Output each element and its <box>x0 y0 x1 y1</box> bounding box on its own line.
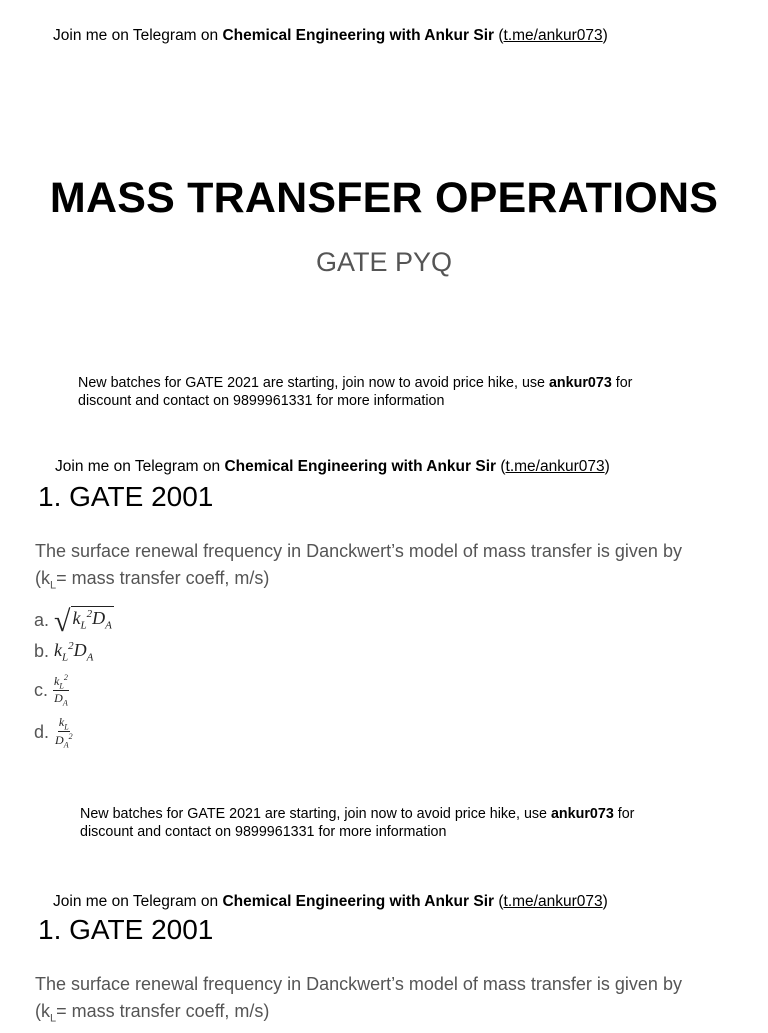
telegram-link[interactable]: t.me/ankur073 <box>505 458 605 475</box>
option-label: d. <box>34 721 50 742</box>
notice-line-2: discount and contact on 9899961331 for more information <box>80 824 447 840</box>
batch-notice <box>78 374 632 410</box>
sqrt-kl2-da-formula: √ $k_L^2D_A$ <box>54 605 112 638</box>
telegram-paren-close: ) <box>602 27 608 44</box>
telegram-line <box>53 27 608 45</box>
coupon-code: ankur073 <box>548 375 612 391</box>
kl-definition: = mass transfer coeff, m/s) <box>56 568 270 588</box>
telegram-line <box>55 458 610 476</box>
question-line-2 <box>35 998 735 1033</box>
option-label: b. <box>34 641 50 662</box>
kl-prefix: (k <box>35 568 50 588</box>
notice-line-1 <box>80 805 634 823</box>
kl-over-da2-formula: $\frac{k_L}{D_A^2}$ <box>55 715 73 750</box>
question-line-1: The surface renewal frequency in Danckwert’s model of mass transfer is given by <box>35 974 682 994</box>
page-subtitle: GATE PYQ <box>315 247 453 277</box>
notice-text: New batches for GATE 2021 are starting, join now to avoid price hike, use <box>78 375 549 391</box>
question-heading: 1. GATE 2001 <box>38 914 214 945</box>
kl-definition: = mass transfer coeff, m/s) <box>56 1001 270 1021</box>
notice-line-2: discount and contact on 9899961331 for more information <box>78 393 445 409</box>
notice-text-after: for <box>613 806 635 822</box>
telegram-paren-open: ( <box>496 458 506 475</box>
notice-text: New batches for GATE 2021 are starting, join now to avoid price hike, use <box>80 806 551 822</box>
telegram-line <box>53 893 608 911</box>
telegram-channel-name: Chemical Engineering with Ankur Sir <box>222 27 495 44</box>
question-heading: 1. GATE 2001 <box>38 481 214 512</box>
kl-subscript: L <box>50 579 57 592</box>
question-text <box>35 538 735 600</box>
batch-notice <box>80 805 634 841</box>
option-a[interactable] <box>34 603 114 637</box>
question-line-2 <box>35 565 735 600</box>
kl-subscript: L <box>50 1012 57 1025</box>
telegram-link[interactable]: t.me/ankur073 <box>503 27 603 44</box>
option-d[interactable] <box>34 715 74 750</box>
page-title: MASS TRANSFER OPERATIONS <box>49 174 719 222</box>
telegram-prefix: Join me on Telegram on <box>53 27 223 44</box>
question-line-1: The surface renewal frequency in Danckwert’s model of mass transfer is given by <box>35 541 682 561</box>
kl2-da-formula: $k_L^2D_A$ <box>54 640 94 664</box>
telegram-paren-close: ) <box>604 458 610 475</box>
notice-line-1 <box>78 374 632 392</box>
option-c[interactable] <box>34 673 69 708</box>
notice-text-after: for <box>611 375 633 391</box>
telegram-prefix: Join me on Telegram on <box>53 893 223 910</box>
question-text <box>35 971 735 1033</box>
coupon-code: ankur073 <box>550 806 614 822</box>
telegram-paren-open: ( <box>494 893 504 910</box>
kl2-over-da-formula: $\frac{k_L^2}{D_A}$ <box>54 673 68 708</box>
kl-prefix: (k <box>35 1001 50 1021</box>
telegram-channel-name: Chemical Engineering with Ankur Sir <box>224 458 497 475</box>
telegram-paren-open: ( <box>494 27 504 44</box>
option-label: c. <box>34 679 49 700</box>
telegram-prefix: Join me on Telegram on <box>55 458 225 475</box>
telegram-link[interactable]: t.me/ankur073 <box>503 893 603 910</box>
option-b[interactable] <box>34 640 93 664</box>
option-label: a. <box>34 609 50 630</box>
telegram-paren-close: ) <box>602 893 608 910</box>
telegram-channel-name: Chemical Engineering with Ankur Sir <box>222 893 495 910</box>
